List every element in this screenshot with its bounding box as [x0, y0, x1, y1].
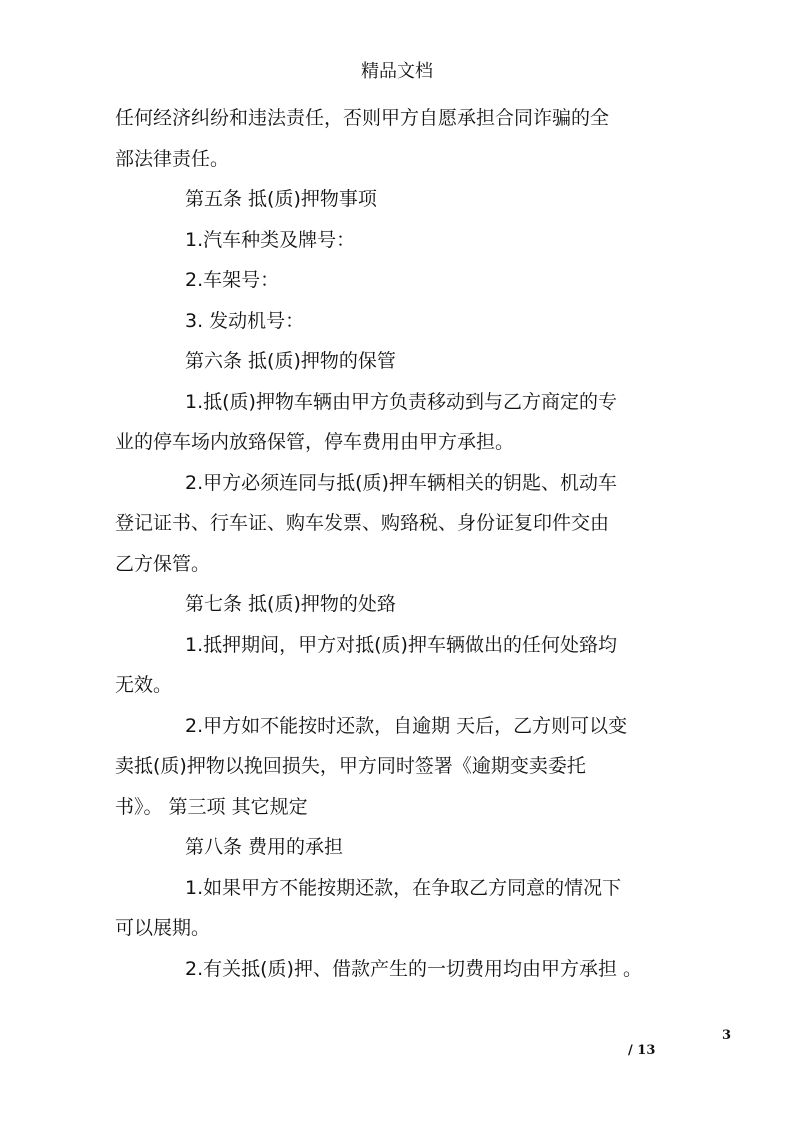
article-heading: 第六条 抵(质)押物的保管 [185, 350, 396, 372]
text-line: 2.甲方必须连同与抵(质)押车辆相关的钥匙、机动车 [185, 471, 617, 494]
text-line: 可以展期。 [115, 917, 211, 939]
document-header-title: 精品文档 [361, 61, 433, 82]
text-line: 乙方保管。 [115, 552, 211, 575]
text-line: 1.如果甲方不能按期还款，在争取乙方同意的情况下 [185, 876, 622, 899]
text-line: 书》。 第三项 其它规定 [115, 795, 308, 818]
text-line: 部法律责任。 [115, 147, 230, 170]
text-line: 卖抵(质)押物以挽回损失，甲方同时签署《逾期变卖委托 [115, 755, 586, 777]
text-line: 1.汽车种类及牌号： [185, 228, 356, 251]
article-heading: 第五条 抵(质)押物事项 [185, 188, 377, 210]
text-line: 2.甲方如不能按时还款，自逾期 天后，乙方则可以变 [185, 714, 628, 737]
text-line: 2.有关抵(质)押、借款产生的一切费用均由甲方承担 。 [185, 957, 642, 980]
document-body [115, 98, 685, 989]
page-number: 3 [722, 1028, 732, 1043]
article-heading: 第七条 抵(质)押物的处臵 [185, 593, 396, 615]
text-line: 业的停车场内放臵保管，停车费用由甲方承担。 [115, 431, 515, 453]
text-line: 3. 发动机号： [185, 309, 305, 332]
text-line: 登记证书、行车证、购车发票、购臵税、身份证复印件交由 [115, 512, 610, 534]
text-line: 1.抵(质)押物车辆由甲方负责移动到与乙方商定的专 [185, 390, 617, 413]
text-line: 1.抵押期间，甲方对抵(质)押车辆做出的任何处臵均 [185, 633, 617, 656]
text-line: 2.车架号： [185, 269, 280, 291]
article-heading: 第八条 费用的承担 [185, 836, 344, 858]
page-total: / 13 [628, 1043, 656, 1058]
text-line: 任何经济纠纷和违法责任，否则甲方自愿承担合同诈骗的全 [115, 107, 610, 129]
text-line: 无效。 [115, 674, 173, 696]
